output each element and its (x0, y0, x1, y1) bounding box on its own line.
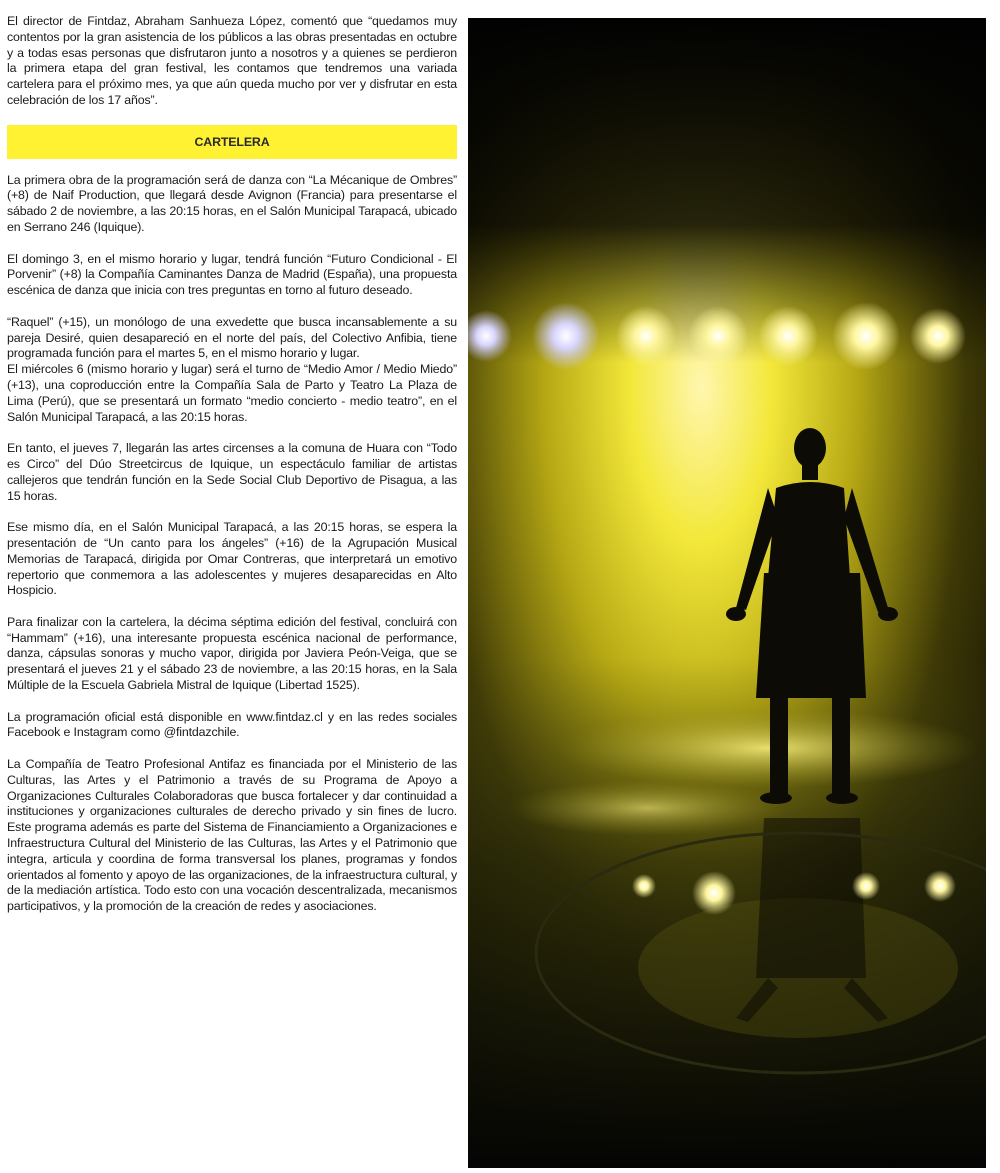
section-title: CARTELERA (194, 134, 270, 149)
paragraph-canto: Ese mismo día, en el Salón Municipal Tarapacá, a las 20:15 horas, se espera la presentación de “Un canto para los ángeles” (+16) de la Agrupación Musical Memorias de Tarapacá, dirigida por Omar Contreras, que interpretará un emotivo repertorio que conmemora a las adolescentes y mujeres desaparecidas en Alto Hospicio. (7, 520, 457, 598)
cartelera-banner (7, 125, 457, 159)
paragraph-programacion: La programación oficial está disponible en www.fintdaz.cl y en las redes sociales Facebook e Instagram como @fintdazchile. (7, 709, 457, 740)
paragraph-todo-es-circo: En tanto, el jueves 7, llegarán las artes circenses a la comuna de Huara con “Todo es Circo” del Dúo Streetcircus de Iquique, un espectáculo familiar de artistas callejeros que tendrán función en la Sede Social Club Deportivo de Pisagua, a las 15 horas. (7, 441, 457, 503)
stage-scene (468, 18, 986, 1168)
paragraph-mecanique: La primera obra de la programación será de danza con “La Mécanique de Ombres” (+8) de Naif Production, que llegará desde Avignon (Francia) para presentarse el sábado 2 de noviembre, a las 20:15 horas, en el Salón Municipal Tarapacá, ubicado en Serrano 246 (Iquique). (7, 172, 457, 234)
article-column (7, 14, 457, 931)
intro-paragraph: El director de Fintdaz, Abraham Sanhueza López, comentó que “quedamos muy contentos por la gran asistencia de los públicos a las obras presentadas en octubre y a todas esas personas que disfrutaron junto a nosotros y a quienes se perdieron la primera etapa del gran festival, les contamos que tendremos una variada cartelera para el próximo mes, ya que aún queda mucho por ver y disfrutar en esta celebración de los 17 años”. (7, 14, 457, 107)
stage-photo (468, 18, 986, 1168)
paragraph-futuro: El domingo 3, en el mismo horario y lugar, tendrá función “Futuro Condicional - El Porvenir” (+8) la Compañía Caminantes Danza de Madrid (España), una propuesta escénica de danza que inicia con tres preguntas en torno al futuro deseado. (7, 251, 457, 298)
paragraph-raquel: “Raquel” (+15), un monólogo de una exvedette que busca incansablemente a su pareja Desiré, quien desapareció en el norte del país, del Colectivo Anfibia, tiene programada función para el martes 5, en el mismo horario y lugar. (7, 314, 457, 361)
paragraph-hammam: Para finalizar con la cartelera, la décima séptima edición del festival, concluirá con “Hammam” (+16), una interesante propuesta escénica nacional de performance, danza, cápsulas sonoras y mucho vapor, dirigida por Javiera Peón-Veiga, que se presentará el jueves 21 y el sábado 23 de noviembre, a las 20:15 horas, en la Sala Múltiple de la Escuela Gabriela Mistral de Iquique (Libertad 1525). (7, 614, 457, 693)
paragraph-financiamiento: La Compañía de Teatro Profesional Antifaz es financiada por el Ministerio de las Culturas, las Artes y el Patrimonio a través de su Programa de Apoyo a Organizaciones Culturales Colaboradoras que busca fortalecer y dar continuidad a instituciones y organizaciones culturales de derecho privado y sin fines de lucro. Este programa además es parte del Sistema de Financiamiento a Organizaciones e Infraestructura Cultural del Ministerio de las Culturas, las Artes y el Patrimonio que integra, articula y coordina de forma transversal los planes, programas y fondos orientados al fomento y apoyo de las organizaciones, de la infraestructura cultural, y de la mediación artística. Todo esto con una vocación descentralizada, mecanismos participativos, y la promoción de la creación de redes y asociaciones. (7, 757, 457, 914)
paragraph-medio-amor: El miércoles 6 (mismo horario y lugar) será el turno de “Medio Amor / Medio Miedo” (+13), una coproducción entre la Compañía Sala de Parto y Teatro La Plaza de Lima (Perú), que se presentará un formato “medio concierto - medio teatro”, en el Salón Municipal Tarapacá, a las 20:15 horas. (7, 362, 457, 424)
